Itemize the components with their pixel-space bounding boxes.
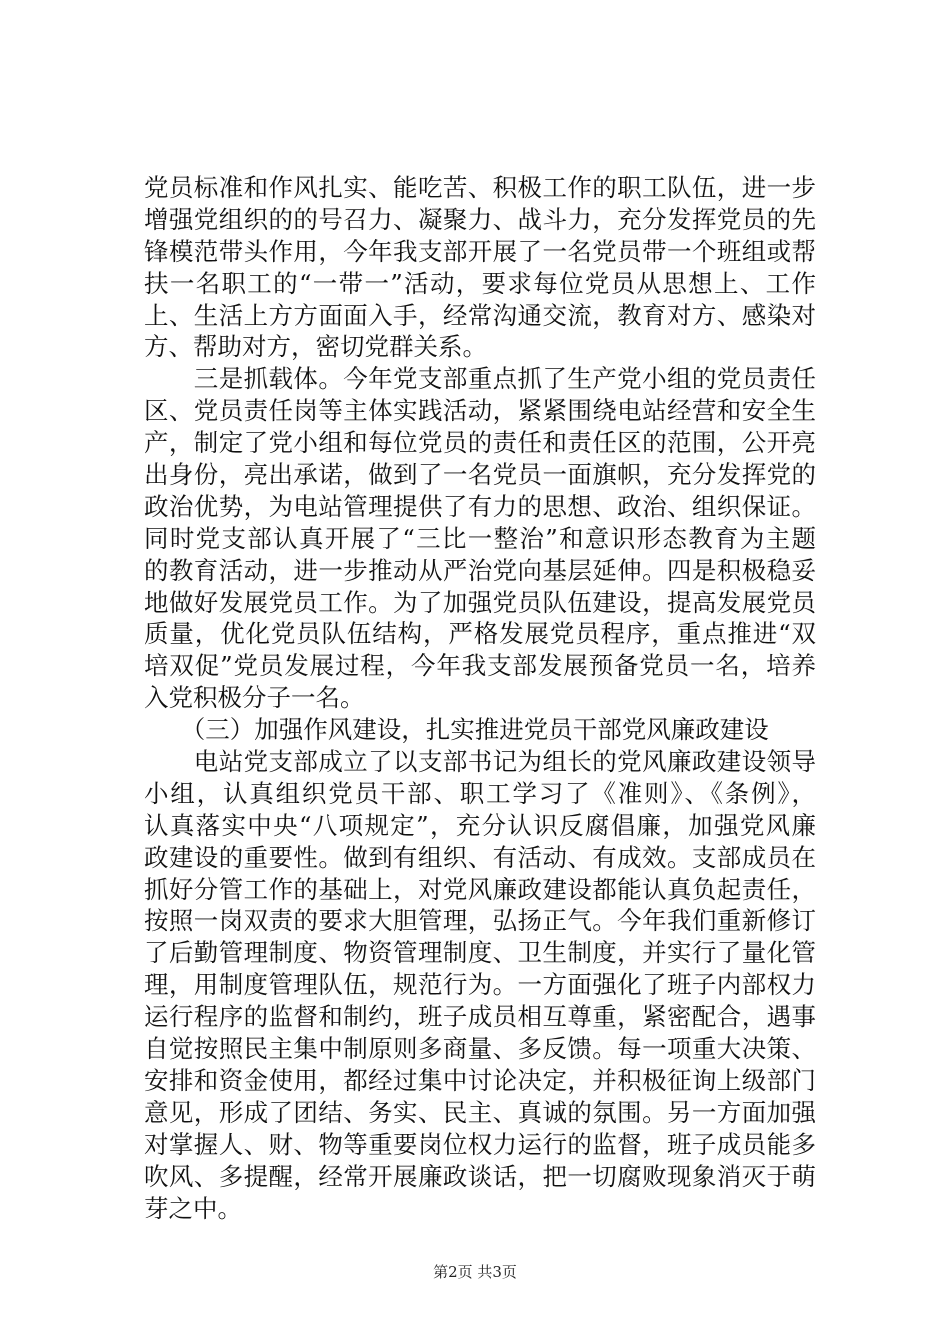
text-line: 认真落实中央“八项规定”，充分认识反腐倡廉，加强党风廉 (144, 810, 816, 840)
text-line: 理，用制度管理队伍，规范行为。一方面强化了班子内部权力 (144, 970, 816, 1000)
text-line: 三是抓载体。今年党支部重点抓了生产党小组的党员责任 (144, 364, 816, 394)
text-line: 吹风、多提醒，经常开展廉政谈话，把一切腐败现象消灭于萌 (144, 1161, 816, 1191)
text-line: 安排和资金使用，都经过集中讨论决定，并积极征询上级部门 (144, 1065, 816, 1095)
text-line: 上、生活上方方面面入手，经常沟通交流，教育对方、感染对 (144, 300, 816, 330)
text-line: 芽之中。 (144, 1193, 242, 1223)
text-line: 运行程序的监督和制约，班子成员相互尊重，紧密配合，遇事 (144, 1002, 816, 1032)
text-line: 增强党组织的的号召力、凝聚力、战斗力，充分发挥党员的先 (144, 204, 816, 234)
text-line: 方、帮助对方，密切党群关系。 (144, 332, 487, 362)
text-line: 培双促”党员发展过程，今年我支部发展预备党员一名，培养 (144, 651, 816, 681)
text-line: 电站党支部成立了以支部书记为组长的党风廉政建设领导 (144, 747, 816, 777)
text-line: 意见，形成了团结、务实、民主、真诚的氛围。另一方面加强 (144, 1097, 816, 1127)
text-line: 政建设的重要性。做到有组织、有活动、有成效。支部成员在 (144, 842, 816, 872)
text-line: 的教育活动，进一步推动从严治党向基层延伸。四是积极稳妥 (144, 555, 816, 585)
text-line: 小组，认真组织党员干部、职工学习了《准则》、《条例》， (144, 778, 816, 808)
text-line: 自觉按照民主集中制原则多商量、多反馈。每一项重大决策、 (144, 1034, 816, 1064)
text-line: 锋模范带头作用，今年我支部开展了一名党员带一个班组或帮 (144, 236, 816, 266)
text-line: 地做好发展党员工作。为了加强党员队伍建设，提高发展党员 (144, 587, 816, 617)
text-line: 对掌握人、财、物等重要岗位权力运行的监督，班子成员能多 (144, 1129, 816, 1159)
text-line: 区、党员责任岗等主体实践活动，紧紧围绕电站经营和安全生 (144, 396, 816, 426)
text-line: 了后勤管理制度、物资管理制度、卫生制度，并实行了量化管 (144, 938, 816, 968)
text-line: 同时党支部认真开展了“三比一整治”和意识形态教育为主题 (144, 523, 816, 553)
text-line: 政治优势，为电站管理提供了有力的思想、政治、组织保证。 (144, 491, 816, 521)
text-line: 出身份，亮出承诺，做到了一名党员一面旗帜，充分发挥党的 (144, 460, 816, 490)
text-line: （三）加强作风建设，扎实推进党员干部党风廉政建设 (144, 715, 769, 745)
text-line: 抓好分管工作的基础上，对党风廉政建设都能认真负起责任， (144, 874, 816, 904)
text-line: 产，制定了党小组和每位党员的责任和责任区的范围，公开亮 (144, 428, 816, 458)
text-line: 入党积极分子一名。 (144, 683, 365, 713)
text-line: 扶一名职工的“一带一”活动，要求每位党员从思想上、工作 (144, 268, 816, 298)
document-body (144, 172, 816, 1224)
page-footer: 第2页 共3页 (433, 1263, 517, 1281)
text-line: 党员标准和作风扎实、能吃苦、积极工作的职工队伍，进一步 (144, 173, 816, 202)
text-line: 质量，优化党员队伍结构，严格发展党员程序，重点推进“双 (144, 619, 816, 649)
text-line: 按照一岗双责的要求大胆管理，弘扬正气。今年我们重新修订 (144, 906, 816, 936)
